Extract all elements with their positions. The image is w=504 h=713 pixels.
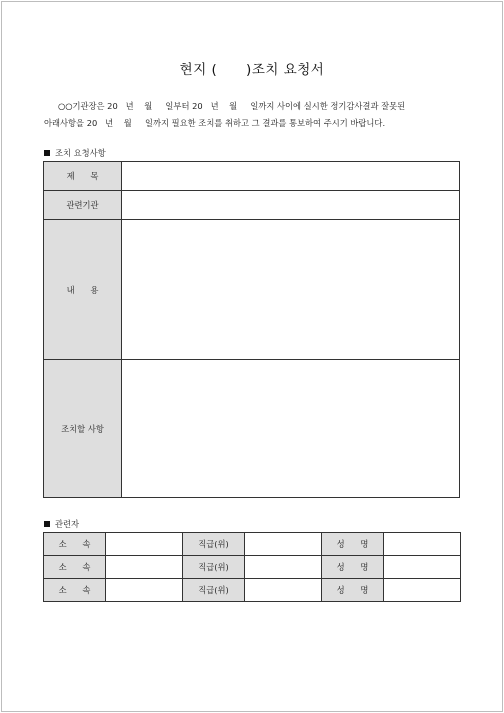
affiliation-label: 소 속 xyxy=(44,533,106,556)
content-field[interactable] xyxy=(122,220,460,360)
table-row xyxy=(44,533,461,556)
request-section-title: 조치 요청사항 xyxy=(55,148,106,158)
rank-field[interactable] xyxy=(245,579,322,602)
affiliation-field[interactable] xyxy=(106,533,183,556)
square-bullet-icon xyxy=(44,150,50,156)
rank-field[interactable] xyxy=(245,533,322,556)
name-label: 성 명 xyxy=(322,556,384,579)
affiliation-field[interactable] xyxy=(106,556,183,579)
name-label: 성 명 xyxy=(322,533,384,556)
name-field[interactable] xyxy=(384,556,461,579)
affiliation-field[interactable] xyxy=(106,579,183,602)
table-row xyxy=(44,556,461,579)
name-field[interactable] xyxy=(384,579,461,602)
intro-paragraph xyxy=(44,98,464,132)
intro-line-2: 아래사항을 20 년 월 일까지 필요한 조치를 취하고 그 결과를 통보하여 주시기 바랍니다. xyxy=(44,118,386,128)
related-section-title: 관련자 xyxy=(55,519,80,529)
action-items-label: 조치할 사항 xyxy=(44,360,122,498)
title-label: 제 목 xyxy=(44,162,122,191)
name-field[interactable] xyxy=(384,533,461,556)
rank-label: 직급(위) xyxy=(183,556,245,579)
document-title: 현지 ( )조치 요청서 xyxy=(179,62,325,78)
action-items-field[interactable] xyxy=(122,360,460,498)
rank-field[interactable] xyxy=(245,556,322,579)
intro-line-1: ○○기관장은 20 년 월 일부터 20 년 월 일까지 사이에 실시한 정기감사결과 잘못된 xyxy=(58,101,406,111)
affiliation-label: 소 속 xyxy=(44,579,106,602)
request-table xyxy=(43,161,460,498)
related-agency-label: 관련기관 xyxy=(44,191,122,220)
table-row xyxy=(44,579,461,602)
square-bullet-icon xyxy=(44,521,50,527)
related-persons-table xyxy=(43,532,461,602)
rank-label: 직급(위) xyxy=(183,533,245,556)
name-label: 성 명 xyxy=(322,579,384,602)
related-agency-field[interactable] xyxy=(122,191,460,220)
request-section-heading xyxy=(44,147,106,159)
related-section-heading xyxy=(44,518,79,530)
content-label: 내 용 xyxy=(44,220,122,360)
rank-label: 직급(위) xyxy=(183,579,245,602)
affiliation-label: 소 속 xyxy=(44,556,106,579)
title-field[interactable] xyxy=(122,162,460,191)
